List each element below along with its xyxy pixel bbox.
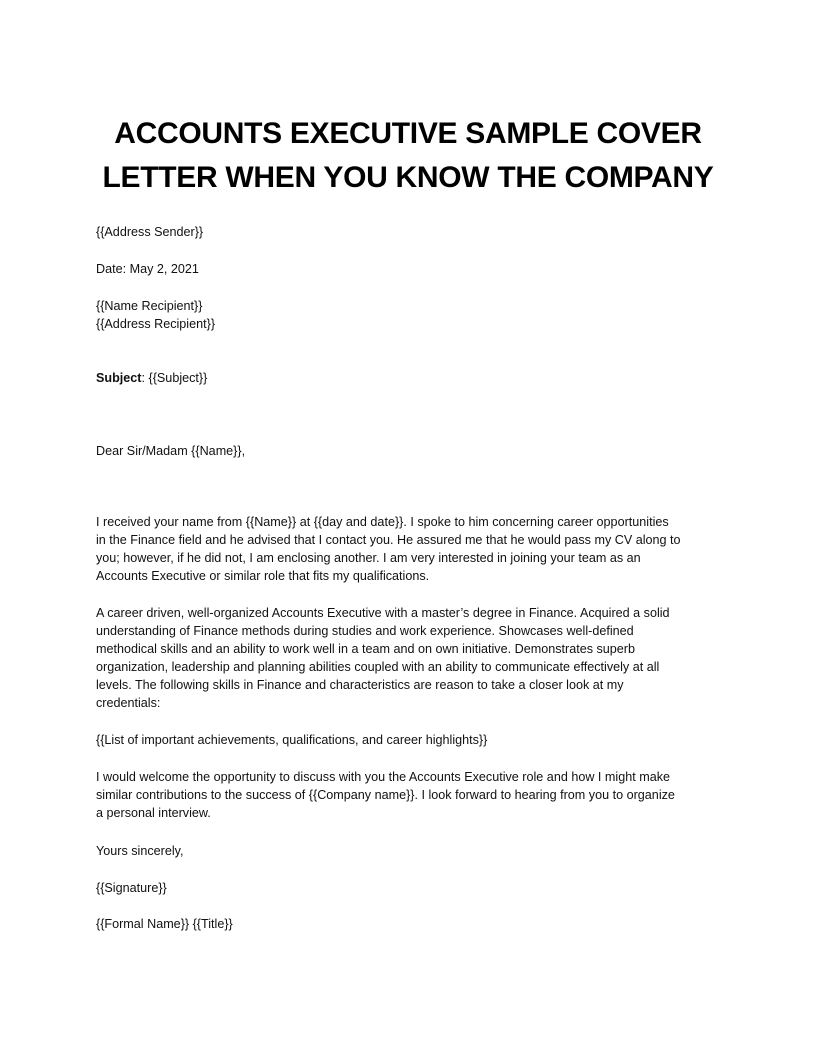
paragraph-3 [96, 768, 726, 822]
paragraph-2-line: understanding of Finance methods during studies and work experience. Showcases well-defined [96, 624, 634, 638]
recipient-name: {{Name Recipient}} [96, 299, 203, 313]
paragraph-1-line: Accounts Executive or similar role that fits my qualifications. [96, 569, 430, 583]
subject-label: Subject [96, 371, 142, 385]
address-sender: {{Address Sender}} [96, 225, 204, 239]
letter-date: Date: May 2, 2021 [96, 262, 199, 276]
paragraph-1-line: you; however, if he did not, I am enclosing another. I am very interested in joining your team as an [96, 551, 641, 565]
paragraph-1-line: I received your name from {{Name}} at {{day and date}}. I spoke to him concerning career opportunities [96, 515, 669, 529]
paragraph-2-line: methodical skills and an ability to work well in a team and on own initiative. Demonstrates superb [96, 642, 635, 656]
subject-value: : {{Subject}} [141, 371, 208, 385]
paragraph-3-line: a personal interview. [96, 806, 211, 820]
salutation: Dear Sir/Madam {{Name}}, [96, 444, 246, 458]
achievements-placeholder: {{List of important achievements, qualifications, and career highlights}} [96, 733, 488, 747]
title-line-1: ACCOUNTS EXECUTIVE SAMPLE COVER [114, 117, 702, 150]
paragraph-2-line: credentials: [96, 696, 161, 710]
paragraph-1 [96, 513, 726, 585]
document-title [60, 112, 756, 200]
signature: {{Signature}} [96, 881, 167, 895]
paragraph-3-line: similar contributions to the success of {{Company name}}. I look forward to hearing from you to organize [96, 788, 675, 802]
paragraph-2-line: A career driven, well-organized Accounts Executive with a master’s degree in Finance. Acquired a solid [96, 606, 670, 620]
title-line-2: LETTER WHEN YOU KNOW THE COMPANY [102, 161, 714, 194]
closing: Yours sincerely, [96, 844, 184, 858]
subject-line [96, 369, 726, 387]
recipient-block [96, 297, 726, 333]
paragraph-1-line: in the Finance field and he advised that I contact you. He assured me that he would pass my CV along to [96, 533, 681, 547]
paragraph-2 [96, 604, 726, 712]
formal-name-title: {{Formal Name}} {{Title}} [96, 917, 233, 931]
paragraph-2-line: organization, leadership and planning abilities coupled with an ability to communicate effectively at all [96, 660, 660, 674]
recipient-address: {{Address Recipient}} [96, 317, 216, 331]
paragraph-2-line: levels. The following skills in Finance and characteristics are reason to take a closer look at my [96, 678, 624, 692]
paragraph-3-line: I would welcome the opportunity to discuss with you the Accounts Executive role and how I might make [96, 770, 671, 784]
